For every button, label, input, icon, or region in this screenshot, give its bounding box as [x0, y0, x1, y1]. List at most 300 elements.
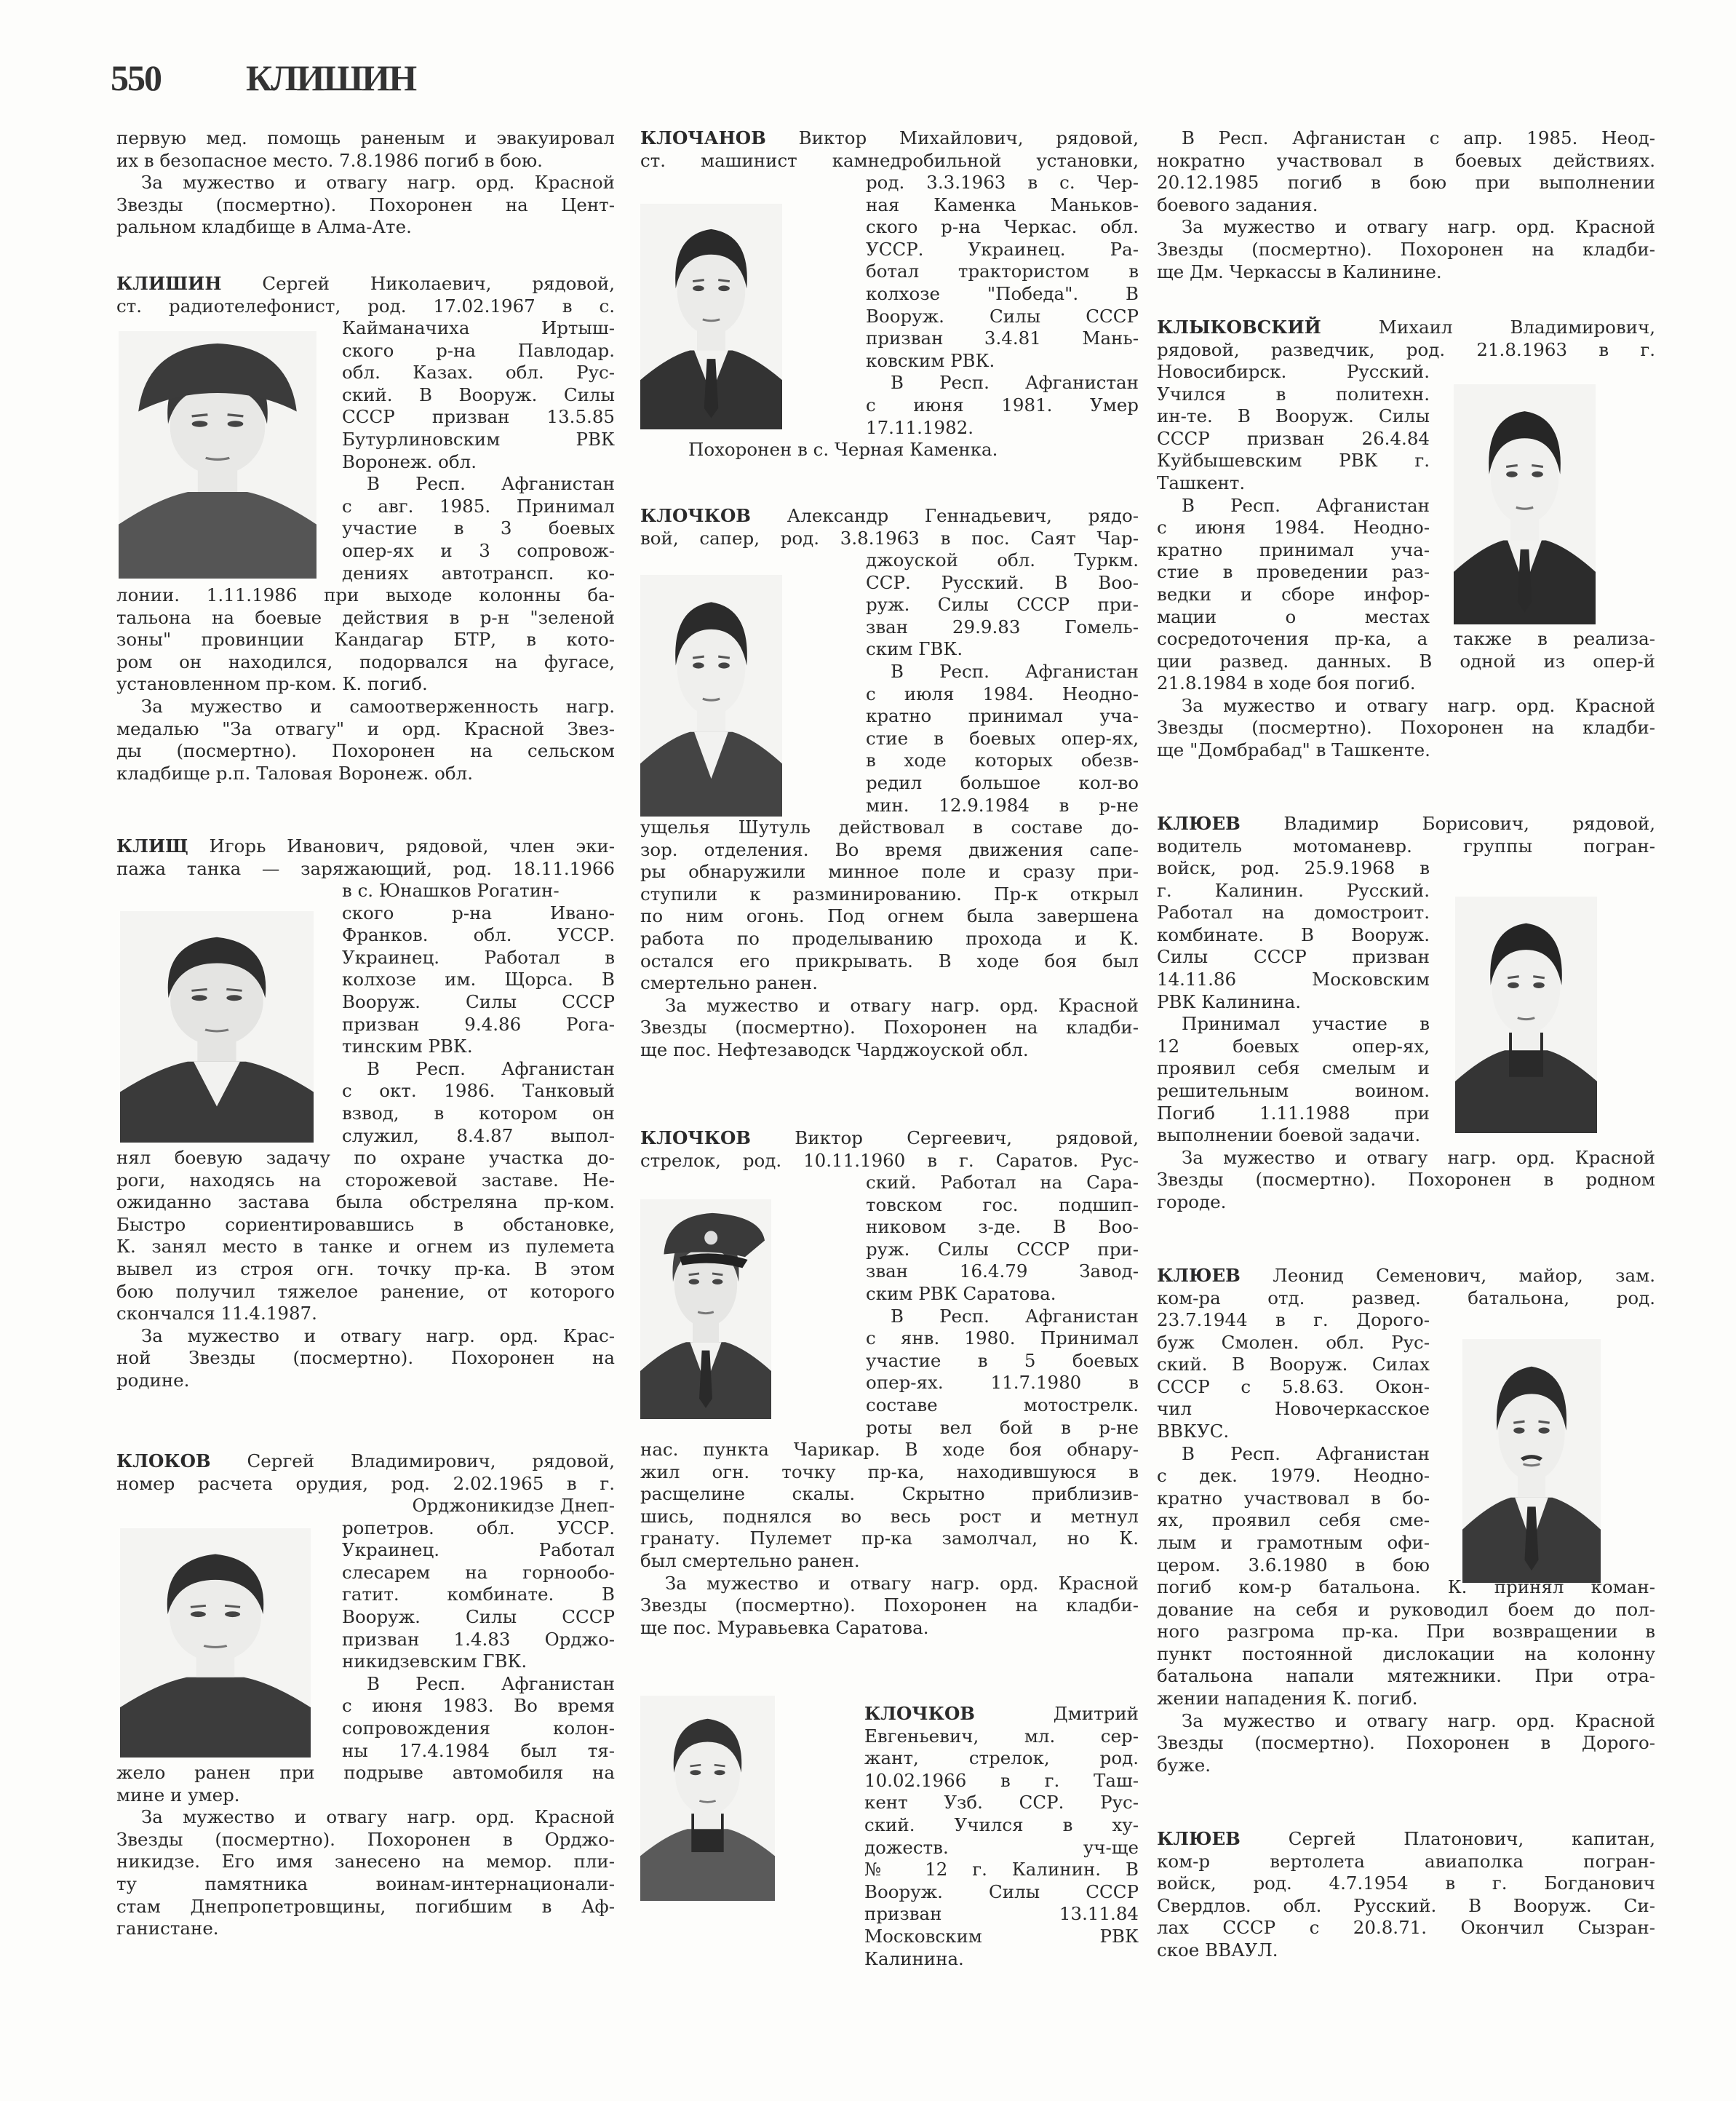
text-line: ры обнаружили минное поле и сразу при-: [640, 861, 1139, 883]
text-line: водитель мотоманевр. группы погран-: [1157, 835, 1655, 857]
text-line: призван 1.4.83 Орджо-: [342, 1628, 615, 1650]
right-eye-shape: [718, 662, 730, 668]
text-line: За мужество и отвагу нагр. орд. Красной: [141, 172, 615, 194]
entry-name-rest: Сергей Платонович, капитан,: [1240, 1828, 1655, 1849]
text-line: первую мед. помощь раненым и эвакуировал: [116, 127, 615, 148]
right-eye-shape: [1533, 982, 1545, 988]
text-line: ским ГВК.: [866, 638, 963, 660]
portrait-photo-klochkov-v: [640, 1199, 771, 1419]
left-eye-shape: [690, 1770, 701, 1775]
text-line: стам Днепропетровщины, погибшим в Аф-: [116, 1895, 615, 1917]
text-line: тальона на боевые действия в р-н "зеленой: [116, 606, 615, 628]
left-eye-shape: [689, 1279, 699, 1284]
portrait-drawing: [640, 204, 782, 429]
text-line: роги, находясь на сторожевой заставе. Не-: [116, 1169, 615, 1191]
text-line: ях, проявил себя сме-: [1157, 1509, 1430, 1531]
text-line: ны 17.4.1984 был тя-: [342, 1739, 615, 1761]
text-line: Евгеньевич, мл. сер-: [864, 1725, 1139, 1747]
entry-surname: КЛЫКОВСКИЙ: [1157, 317, 1321, 338]
text-line: 20.12.1985 погиб в бою при выполнении: [1157, 172, 1655, 194]
entry-klykovsky-body: [1157, 628, 1655, 762]
text-line: ский. Учился в ху-: [864, 1814, 1139, 1835]
entry-klishch-body: [116, 1147, 615, 1392]
entry-name-rest: Михаил Владимирович,: [1321, 317, 1655, 338]
text-line: редил большое кол-во: [866, 771, 1139, 793]
text-line: выполнении боевой задачи.: [1157, 1124, 1421, 1145]
text-line: дениях автотрансп. ко-: [342, 562, 615, 584]
text-line: нас. пункта Чарикар. В ходе боя обнару-: [640, 1439, 1139, 1460]
text-line: пункт постоянной дислокации на колонну: [1157, 1643, 1655, 1664]
entry-klykovsky-side: [1157, 361, 1430, 628]
text-line: Вооруж. Силы СССР: [342, 990, 615, 1012]
text-line: ским РВК Саратова.: [866, 1282, 1056, 1304]
cap-badge-shape: [704, 1231, 717, 1244]
text-line: в ходе которых обезв-: [866, 750, 1139, 771]
text-line: буж Смолен. обл. Рус-: [1157, 1331, 1430, 1353]
entry-surname: КЛОКОВ: [116, 1450, 211, 1472]
text-line: Звезды (посмертно). Похоронен в родном: [1157, 1169, 1655, 1191]
entry-kluev-l-side: [1157, 1309, 1430, 1576]
text-line: ведки и сборе инфор-: [1157, 583, 1430, 605]
text-line: ральном кладбище в Алма-Ате.: [116, 216, 412, 238]
left-eye-shape: [1513, 1427, 1524, 1433]
right-eye-shape: [225, 1611, 240, 1617]
entry-klochkov-d-side: [864, 1703, 1139, 1970]
text-line: бою получил тяжелое ранение, от которого: [116, 1280, 615, 1302]
text-line: буже.: [1157, 1754, 1211, 1776]
text-line: [1157, 1265, 1655, 1287]
entry-name-rest: Владимир Борисович, рядовой,: [1240, 813, 1655, 834]
text-line: Куйбышевским РВК г.: [1157, 450, 1430, 472]
text-line: цером. 3.6.1980 в бою: [1157, 1554, 1430, 1576]
portrait-drawing: [1462, 1339, 1601, 1583]
entry-klochkov-a-head: [640, 505, 1139, 549]
text-line: шись, поднялся во весь рост и метнул: [640, 1505, 1139, 1527]
text-line: Звезды (посмертно). Похоронен на кладби-: [640, 1594, 1139, 1616]
text-line: Новосибирск. Русский.: [1157, 361, 1430, 382]
text-line: ная Каменка Маньков-: [866, 194, 1139, 215]
text-line: В Респ. Афганистан: [367, 1672, 615, 1694]
text-line: г. Калинин. Русский.: [1157, 879, 1430, 901]
text-line: сосредоточения пр-ка, а также в реализа-: [1157, 628, 1655, 649]
left-eye-shape: [1506, 472, 1518, 477]
text-line: комбинате. В Вооруж.: [1157, 924, 1430, 945]
text-line: В Респ. Афганистан: [1182, 1442, 1430, 1464]
text-line: лонии. 1.11.1986 при выходе колонны ба-: [116, 584, 615, 605]
entry-kluev-v-body: [1157, 1124, 1655, 1213]
left-eye-shape: [693, 662, 704, 668]
text-line: опер-ях. 11.7.1980 в: [866, 1372, 1139, 1394]
text-line: За мужество и отвагу нагр. орд. Крас-: [141, 1324, 615, 1346]
text-line: За мужество и отвагу нагр. орд. Красной: [1182, 1146, 1655, 1168]
text-line: В Респ. Афганистан: [1182, 494, 1430, 516]
text-line: в с. Юнашков Рогатин-: [342, 880, 560, 901]
text-line: был смертельно ранен.: [640, 1549, 860, 1571]
portrait-drawing: [640, 1199, 771, 1419]
text-line: ще пос. Муравьевка Саратова.: [640, 1616, 929, 1638]
text-line: Кайманачиха Иртыш-: [342, 317, 615, 338]
text-line: войск, род. 25.9.1968 в: [1157, 857, 1430, 878]
portrait-drawing: [120, 1528, 311, 1758]
right-eye-shape: [712, 1279, 722, 1284]
text-line: вывел из строя огн. точку пр-ка. В этом: [116, 1258, 615, 1279]
text-line: никидзевским ГВК.: [342, 1651, 527, 1672]
text-line: ский. Работал на Сара-: [866, 1172, 1139, 1193]
text-line: Московским РВК: [864, 1925, 1139, 1947]
text-line: ды (посмертно). Похоронен на сельском: [116, 740, 615, 762]
text-line: ганистане.: [116, 1918, 219, 1939]
right-eye-shape: [714, 1770, 725, 1775]
text-line: служил, 8.4.87 выпол-: [342, 1124, 615, 1146]
portrait-photo-klochanov: [640, 204, 782, 429]
entry-name-rest: Леонид Семенович, майор, зам.: [1240, 1265, 1655, 1286]
text-line: [640, 505, 1139, 528]
entry-klochkov-v-side: [866, 1172, 1139, 1439]
shoulders-shape: [119, 492, 316, 579]
text-line: никидзе. Его имя занесено на мемор. пли-: [116, 1851, 615, 1872]
text-line: кладбище р.п. Таловая Воронеж. обл.: [116, 762, 473, 784]
text-line: ин-те. В Вооруж. Силы: [1157, 405, 1430, 427]
text-line: с авг. 1985. Принимал: [342, 495, 615, 517]
text-line: В Респ. Афганистан с апр. 1985. Неод-: [1182, 127, 1655, 148]
portrait-photo-klochkov-a: [640, 575, 782, 817]
text-line: За мужество и самоотверженность нагр.: [141, 695, 615, 717]
text-line: ВВКУС.: [1157, 1420, 1230, 1442]
entry-klochkov-a-body: [640, 817, 1139, 1062]
text-line: с окт. 1986. Танковый: [342, 1080, 615, 1102]
text-line: мации о местах: [1157, 605, 1430, 627]
text-line: ботал трактористом в: [866, 261, 1139, 282]
text-line: с янв. 1980. Принимал: [866, 1327, 1139, 1349]
entry-klokov-side: [342, 1495, 615, 1762]
text-line: колхозе им. Щорса. В: [342, 969, 615, 990]
text-line: колхозе "Победа". В: [866, 282, 1139, 304]
entry-klokov-body: [116, 1762, 615, 1940]
text-line: В Респ. Афганистан: [367, 1057, 615, 1079]
text-line: [1157, 813, 1655, 835]
entry-kluev-l-body: [1157, 1576, 1655, 1776]
text-line: войск, род. 4.7.1954 в г. Богданович: [1157, 1872, 1655, 1894]
text-line: зван 29.9.83 Гомель-: [866, 616, 1139, 638]
text-line: ной Звезды (посмертно). Похоронен на: [116, 1347, 615, 1369]
text-line: Звезды (посмертно). Похоронен на Цент-: [116, 194, 615, 215]
entry-continuation: [116, 127, 615, 239]
text-line: ропетров. обл. УССР.: [342, 1517, 615, 1538]
text-line: с июня 1981. Умер: [866, 394, 1139, 416]
text-line: расщелине скалы. Скрытно приблизив-: [640, 1483, 1139, 1505]
entry-name-rest: Игорь Иванович, рядовой, член эки-: [188, 835, 615, 857]
portrait-photo-kluev-v: [1455, 897, 1597, 1133]
text-line: Погиб 1.11.1988 при: [1157, 1102, 1430, 1124]
entry-name-rest: Сергей Владимирович, рядовой,: [210, 1450, 615, 1472]
text-line: ожиданно застава была обстреляна пр-ком.: [116, 1191, 615, 1213]
text-line: Звезды (посмертно). Похоронен в Дорого-: [1157, 1732, 1655, 1754]
text-line: За мужество и отвагу нагр. орд. Красной: [141, 1806, 615, 1828]
entry-klochanov-body: [640, 439, 1139, 461]
text-line: [116, 1450, 615, 1473]
text-line: руж. Силы СССР при-: [866, 594, 1139, 616]
left-eye-shape: [693, 285, 704, 291]
text-line: сопровождения колон-: [342, 1717, 615, 1739]
entry-kluev-s-head: [1157, 1828, 1655, 1962]
text-line: никовом з-де. В Воо-: [866, 1216, 1139, 1238]
text-line: [116, 835, 615, 858]
text-line: [116, 273, 615, 295]
text-line: [864, 1703, 1139, 1725]
entry-name-rest: Сергей Николаевич, рядовой,: [221, 273, 615, 294]
entry-klishch-head: [116, 835, 615, 880]
text-line: Силы СССР призван: [1157, 946, 1430, 968]
text-line: ком-р вертолета авиаполка погран-: [1157, 1850, 1655, 1872]
entry-kluev-v-head: [1157, 813, 1655, 857]
text-line: Украинец. Работал: [342, 1539, 615, 1561]
text-line: Вооруж. Силы СССР: [342, 1605, 615, 1627]
text-line: с июня 1983. Во время: [342, 1695, 615, 1717]
text-line: ский. В Вооруж. Силы: [342, 384, 615, 405]
text-line: РВК Калинина.: [1157, 990, 1302, 1012]
text-line: опер-ях и 3 сопровож-: [342, 539, 615, 561]
text-line: 10.02.1966 в г. Таш-: [864, 1769, 1139, 1791]
text-line: Ташкент.: [1157, 472, 1246, 493]
text-line: ще Дм. Черкассы в Калинине.: [1157, 261, 1442, 282]
text-line: ущелья Шутуль действовал в составе до-: [640, 817, 1139, 838]
text-line: ского р-на Черкас. обл.: [866, 216, 1139, 238]
text-line: Орджоникидзе Днеп-: [412, 1495, 615, 1516]
text-line: лах СССР с 20.8.71. Окончил Сызран-: [1157, 1917, 1655, 1939]
left-eye-shape: [192, 421, 208, 427]
text-line: Звезды (посмертно). Похоронен на кладби-: [1157, 238, 1655, 260]
entry-surname: КЛОЧАНОВ: [640, 127, 766, 148]
text-line: Вооруж. Силы СССР: [864, 1880, 1139, 1902]
text-line: СССР призван 13.5.85: [342, 406, 615, 428]
text-line: жил огн. точку пр-ка, находившуюся в: [640, 1461, 1139, 1482]
text-line: Принимал участие в: [1182, 1013, 1430, 1035]
text-line: В Респ. Афганистан: [367, 473, 615, 495]
entry-klokov-head: [116, 1450, 615, 1495]
text-line: участие в 3 боевых: [342, 517, 615, 539]
portrait-photo-klokov: [120, 1528, 311, 1758]
right-eye-shape: [1539, 1427, 1550, 1433]
text-line: СССР с 5.8.63. Окон-: [1157, 1375, 1430, 1397]
text-line: погиб ком-р батальона. К. принял коман-: [1157, 1576, 1655, 1597]
text-line: с июля 1984. Неодно-: [866, 683, 1139, 704]
text-line: с дек. 1979. Неодно-: [1157, 1465, 1430, 1487]
entry-name-rest: Виктор Сергеевич, рядовой,: [751, 1127, 1139, 1148]
text-line: Вооруж. Силы СССР: [866, 305, 1139, 327]
text-line: [1157, 317, 1655, 339]
text-line: джоуской обл. Туркм.: [866, 549, 1139, 571]
text-line: слесарем на горнообо-: [342, 1561, 615, 1583]
text-line: 21.8.1984 в ходе боя погиб.: [1157, 672, 1416, 694]
text-line: 23.7.1944 в г. Дорого-: [1157, 1309, 1430, 1330]
text-line: ст. радиотелефонист, род. 17.02.1967 в с.: [116, 295, 615, 317]
portrait-drawing: [640, 575, 782, 817]
text-line: Украинец. Работал в: [342, 946, 615, 968]
right-eye-shape: [1532, 472, 1543, 477]
entry-kluev-l-head: [1157, 1265, 1655, 1309]
text-line: мине и умер.: [116, 1784, 240, 1806]
text-line: дожеств. уч-ще: [864, 1836, 1139, 1858]
text-line: В Респ. Афганистан: [891, 1305, 1139, 1327]
text-line: Свердлов. обл. Русский. В Вооруж. Си-: [1157, 1894, 1655, 1916]
text-line: Звезды (посмертно). Похоронен на кладби-: [1157, 717, 1655, 739]
text-line: мин. 12.9.1984 в р-не: [866, 794, 1139, 816]
entry-klishin-head: [116, 273, 615, 317]
entry-klishin-side: [342, 317, 615, 584]
page-number: 550: [111, 57, 161, 98]
text-line: жант, стрелок, род.: [864, 1747, 1139, 1769]
right-eye-shape: [228, 421, 244, 427]
text-line: В Респ. Афганистан: [891, 372, 1139, 394]
text-line: взвод, в котором он: [342, 1102, 615, 1124]
entry-surname: КЛЮЕВ: [1157, 1828, 1241, 1849]
text-line: К. занял место в танке и огнем из пулемета: [116, 1236, 615, 1258]
text-line: За мужество и отвагу нагр. орд. Красной: [665, 1572, 1139, 1594]
text-line: призван 9.4.86 Рога-: [342, 1013, 615, 1035]
text-line: кент Узб. ССР. Рус-: [864, 1792, 1139, 1814]
text-line: [640, 127, 1139, 150]
entry-name-rest: Дмитрий: [975, 1703, 1139, 1724]
text-line: За мужество и отвагу нагр. орд. Красной: [1182, 216, 1655, 238]
text-line: 12 боевых опер-ях,: [1157, 1035, 1430, 1057]
entry-klochkov-v-body: [640, 1439, 1139, 1639]
text-line: призван 13.11.84: [864, 1903, 1139, 1925]
text-line: ского р-на Павлодар.: [342, 339, 615, 361]
text-line: городе.: [1157, 1191, 1227, 1212]
text-line: зоны" провинции Кандагар БТР, в кото-: [116, 629, 615, 651]
portrait-drawing: [1455, 897, 1597, 1133]
text-line: с июня 1984. Неодно-: [1157, 517, 1430, 539]
entry-klochanov-side: [866, 172, 1139, 439]
text-line: За мужество и отвагу нагр. орд. Красной: [1182, 1709, 1655, 1731]
text-line: ст. машинист камнедробильной установки,: [640, 149, 1139, 171]
text-line: боевого задания.: [1157, 194, 1318, 215]
text-line: ще "Домбрабад" в Ташкенте.: [1157, 739, 1430, 760]
text-line: чил Новочеркасское: [1157, 1398, 1430, 1420]
text-line: Работал на домостроит.: [1157, 902, 1430, 924]
text-line: 14.11.86 Московским: [1157, 968, 1430, 990]
text-line: Франков. обл. УССР.: [342, 924, 615, 946]
text-line: ком-ра отд. развед. батальона, род.: [1157, 1287, 1655, 1308]
text-line: В Респ. Афганистан: [891, 660, 1139, 682]
text-line: жело ранен при подрыве автомобиля на: [116, 1762, 615, 1783]
entry-klochkov-v-head: [640, 1127, 1139, 1172]
text-line: тинским РВК.: [342, 1036, 473, 1057]
text-line: жении нападения К. погиб.: [1157, 1687, 1418, 1709]
text-line: кратно принимал уча-: [866, 705, 1139, 727]
portrait-photo-klishch: [120, 911, 314, 1143]
text-line: гранату. Пулемет пр-ка замолчал, но К.: [640, 1528, 1139, 1549]
text-line: [640, 1127, 1139, 1150]
text-line: За мужество и отвагу нагр. орд. Красной: [1182, 694, 1655, 716]
portrait-photo-klochkov-d: [640, 1696, 775, 1901]
entry-klishch-side: [342, 880, 615, 1147]
text-line: Бутурлиновским РВК: [342, 428, 615, 450]
text-line: Похоронен в с. Черная Каменка.: [688, 439, 998, 460]
text-line: зван 16.4.79 Завод-: [866, 1260, 1139, 1282]
text-line: призван 3.4.81 Мань-: [866, 327, 1139, 349]
text-line: ступили к разминированию. Пр-к открыл: [640, 883, 1139, 905]
text-line: ковским РВК.: [866, 349, 995, 371]
left-eye-shape: [191, 1611, 206, 1617]
text-line: нял боевую задачу по охране участка до-: [116, 1147, 615, 1168]
text-line: Учился в политехн.: [1157, 383, 1430, 405]
text-line: ции развед. данных. В одной из опер-й: [1157, 650, 1655, 672]
text-line: ССР. Русский. В Воо-: [866, 571, 1139, 593]
portrait-drawing: [120, 911, 314, 1143]
entry-klykovsky-head: [1157, 317, 1655, 361]
text-line: смертельно ранен.: [640, 972, 819, 994]
text-line: 17.11.1982.: [866, 416, 974, 438]
left-eye-shape: [1508, 982, 1519, 988]
entry-surname: КЛЮЕВ: [1157, 1265, 1241, 1286]
text-line: За мужество и отвагу нагр. орд. Красной: [665, 994, 1139, 1016]
text-line: их в безопасное место. 7.8.1986 погиб в бою.: [116, 149, 543, 171]
entry-surname: КЛЮЕВ: [1157, 813, 1241, 834]
text-line: [1157, 1828, 1655, 1851]
text-line: номер расчета орудия, род. 2.02.1965 в г.: [116, 1472, 615, 1494]
text-line: товском гос. подшип-: [866, 1194, 1139, 1215]
text-line: ского р-на Ивано-: [342, 902, 615, 924]
text-line: род. 3.3.1963 в с. Чер-: [866, 172, 1139, 193]
text-line: Воронеж. обл.: [342, 450, 477, 472]
text-line: ту памятника воинам-интернационали-: [116, 1872, 615, 1894]
text-line: медалью "За отвагу" и орд. Красной Звез-: [116, 718, 615, 739]
text-line: Звезды (посмертно). Похоронен в Орджо-: [116, 1828, 615, 1850]
text-line: кратно принимал уча-: [1157, 539, 1430, 560]
text-line: участие в 5 боевых: [866, 1349, 1139, 1371]
portrait-drawing: [1454, 384, 1596, 624]
text-line: зор. отделения. Во время движения сапе-: [640, 838, 1139, 860]
text-line: рядовой, разведчик, род. 21.8.1963 в г.: [1157, 338, 1655, 360]
entry-surname: КЛОЧКОВ: [864, 1703, 976, 1724]
text-line: ское ВВАУЛ.: [1157, 1939, 1278, 1961]
text-line: решительным воином.: [1157, 1079, 1430, 1101]
text-line: работа по проделыванию прохода и К.: [640, 927, 1139, 949]
text-line: ного разгрома пр-ка. При возвращении в: [1157, 1621, 1655, 1643]
entry-surname: КЛОЧКОВ: [640, 1127, 752, 1148]
entry-klochkov-a-side: [866, 549, 1139, 817]
shoulders-shape: [120, 1677, 311, 1758]
left-eye-shape: [191, 995, 207, 1001]
text-line: Звезды (посмертно). Похоронен на кладби-: [640, 1017, 1139, 1038]
entry-name-rest: Александр Геннадьевич, рядо-: [751, 505, 1139, 526]
entry-name-rest: Виктор Михайлович, рядовой,: [765, 127, 1139, 148]
text-line: стие в боевых опер-ях,: [866, 727, 1139, 749]
text-line: остался его прикрывать. В ходе боя был: [640, 950, 1139, 972]
text-line: руж. Силы СССР при-: [866, 1238, 1139, 1260]
text-line: Калинина.: [864, 1947, 964, 1969]
text-line: нократно участвовал в боевых действиях.: [1157, 149, 1655, 171]
portrait-drawing: [640, 1696, 775, 1901]
entry-kluev-v-side: [1157, 857, 1430, 1124]
portrait-photo-kluev-l: [1462, 1339, 1601, 1583]
text-line: составе мотострелк.: [866, 1394, 1139, 1415]
text-line: по ним огонь. Под огнем была завершена: [640, 905, 1139, 927]
running-head: КЛИШИН: [246, 57, 416, 98]
text-line: родине.: [116, 1369, 190, 1391]
text-line: вой, сапер, род. 3.8.1963 в пос. Саят Чар-: [640, 527, 1139, 549]
entry-surname: КЛОЧКОВ: [640, 505, 752, 526]
text-line: кратно участвовал в бо-: [1157, 1487, 1430, 1509]
text-line: установленном пр-ком. К. погиб.: [116, 673, 428, 695]
text-line: ский. В Вооруж. Силах: [1157, 1354, 1430, 1375]
text-line: стрелок, род. 10.11.1960 в г. Саратов. Рус-: [640, 1149, 1139, 1171]
text-line: пажа танка — заряжающий, род. 18.11.1966: [116, 857, 615, 879]
right-eye-shape: [226, 995, 242, 1001]
text-line: батальона напали мятежники. При отра-: [1157, 1665, 1655, 1687]
text-line: стие в проведении раз-: [1157, 561, 1430, 583]
